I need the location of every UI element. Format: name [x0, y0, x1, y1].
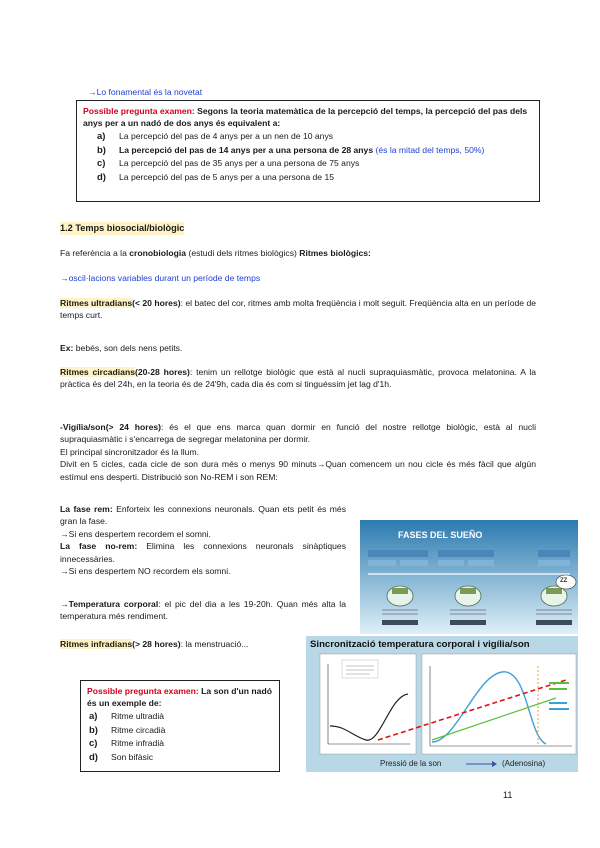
intro-paragraph: Fa referència a la cronobiologia (estudi dels ritmes biològics) Ritmes biològics:: [60, 248, 371, 258]
circadian-paragraph: Ritmes circadians(20-28 hores): tenim un rellotge biològic que està al nucli supraquiasmàtic, provoca melatonina. A la pràctica és del 24h, en la teoria és de 24'9h, cada dia és com si tinguéssim jet lag d'1h.: [60, 367, 537, 390]
note-oscil-lacions: →oscil·lacions variables durant un període de temps: [60, 273, 261, 283]
vigilia-block: [60, 421, 536, 483]
sync-caption-right: (Adenosina): [502, 759, 546, 768]
exam-1-option-a: a) La percepció del pas de 4 anys per a un nen de 10 anys: [97, 130, 334, 142]
exam-question-1: [83, 105, 533, 130]
exam-question-text-2: La son d'un nadó és un exemple de:: [87, 686, 272, 709]
exam-1-option-d: d) La percepció del pas de 5 anys per a una persona de 15: [97, 172, 334, 184]
infradian-paragraph: Ritmes infradians(> 28 hores): la menstruació...: [60, 639, 249, 649]
note-novetat: →Lo fonamental és la novetat: [88, 87, 203, 97]
ultradian-paragraph: Ritmes ultradians(< 20 hores): el batec del cor, ritmes amb molta freqüència i molt seguit. Freqüència alta en un període de temps curt.: [60, 298, 537, 321]
exam-title-1: Possible pregunta examen:: [83, 106, 195, 116]
sync-title: Sincronització temperatura corporal i vigília/son: [310, 639, 530, 650]
sleep-phases-text: [60, 503, 346, 578]
vigilia-paragraph: -Vigília/son(> 24 hores): és el que ens marca quan dormir en funció del nostre rellotge biològic, està al nucli supraquiasmàtic i s'encarrega de segregar melatonina per dormir.: [60, 422, 536, 445]
exam-2-option-c: c) Ritme infradià: [89, 738, 165, 750]
sync-caption-left: Pressió de la son: [380, 759, 442, 768]
rem-paragraph: La fase rem: Enforteix les connexions neuronals. Quan ets petit és més gran la fase.: [60, 504, 347, 527]
page-number: 11: [503, 790, 513, 800]
exam-question-text-1: Segons la teoria matemàtica de la percepció del temps, la percepció del pas dels anys per a un nadó de dos anys és equivalent a:: [83, 106, 528, 129]
norem-paragraph: La fase no-rem: Elimina les connexions neuronals sinàptiques innecessàries.: [60, 541, 347, 564]
exam-question-box-1: [76, 100, 540, 202]
section-heading: 1.2 Temps biosocial/biològic: [60, 222, 184, 235]
sync-graphs: [306, 636, 578, 772]
fases-del-sueno-image: [360, 520, 578, 634]
vigilia-cycles: Divit en 5 cicles, cada cicle de son dura més o menys 90 minuts→Quan comencem un nou cicle és més fàcil que algún estímul ens desperti. Distribució son No-REM i son REM:: [60, 459, 536, 482]
exam-1-option-c: c) La percepció del pas de 35 anys per a una persona de 75 anys: [97, 158, 360, 170]
example-paragraph: Ex: bebés, son dels nens petits.: [60, 343, 183, 353]
exam-question-box-2: [80, 680, 280, 772]
exam-1-option-b: b) La percepció del pas de 14 anys per a una persona de 28 anys (és la mitad del temps, 50%): [97, 144, 485, 156]
exam-title-2: Possible pregunta examen:: [87, 686, 199, 696]
exam-2-option-a: a) Ritme ultradià: [89, 710, 165, 722]
exam-question-2: [87, 685, 273, 710]
vigilia-light: El principal sincronitzador és la llum.: [60, 446, 199, 457]
rem-arrow: →Si ens despertem recordem el somni.: [60, 528, 211, 539]
sincronitzacio-image: [306, 636, 578, 772]
fases-title: FASES DEL SUEÑO: [398, 530, 483, 540]
norem-arrow: →Si ens despertem NO recordem els somni.: [60, 566, 231, 577]
exam-2-option-b: b) Ritme circadià: [89, 724, 166, 736]
temperatura-paragraph: →Temperatura corporal: el pic del dia a les 19-20h. Quan més alta la temperatura més rendiment.: [60, 599, 346, 622]
zz-bubble: ZZ: [560, 578, 568, 584]
exam-1-option-b-note: (és la mitad del temps, 50%): [375, 144, 485, 155]
exam-2-option-d: d) Son bifàsic: [89, 752, 154, 764]
